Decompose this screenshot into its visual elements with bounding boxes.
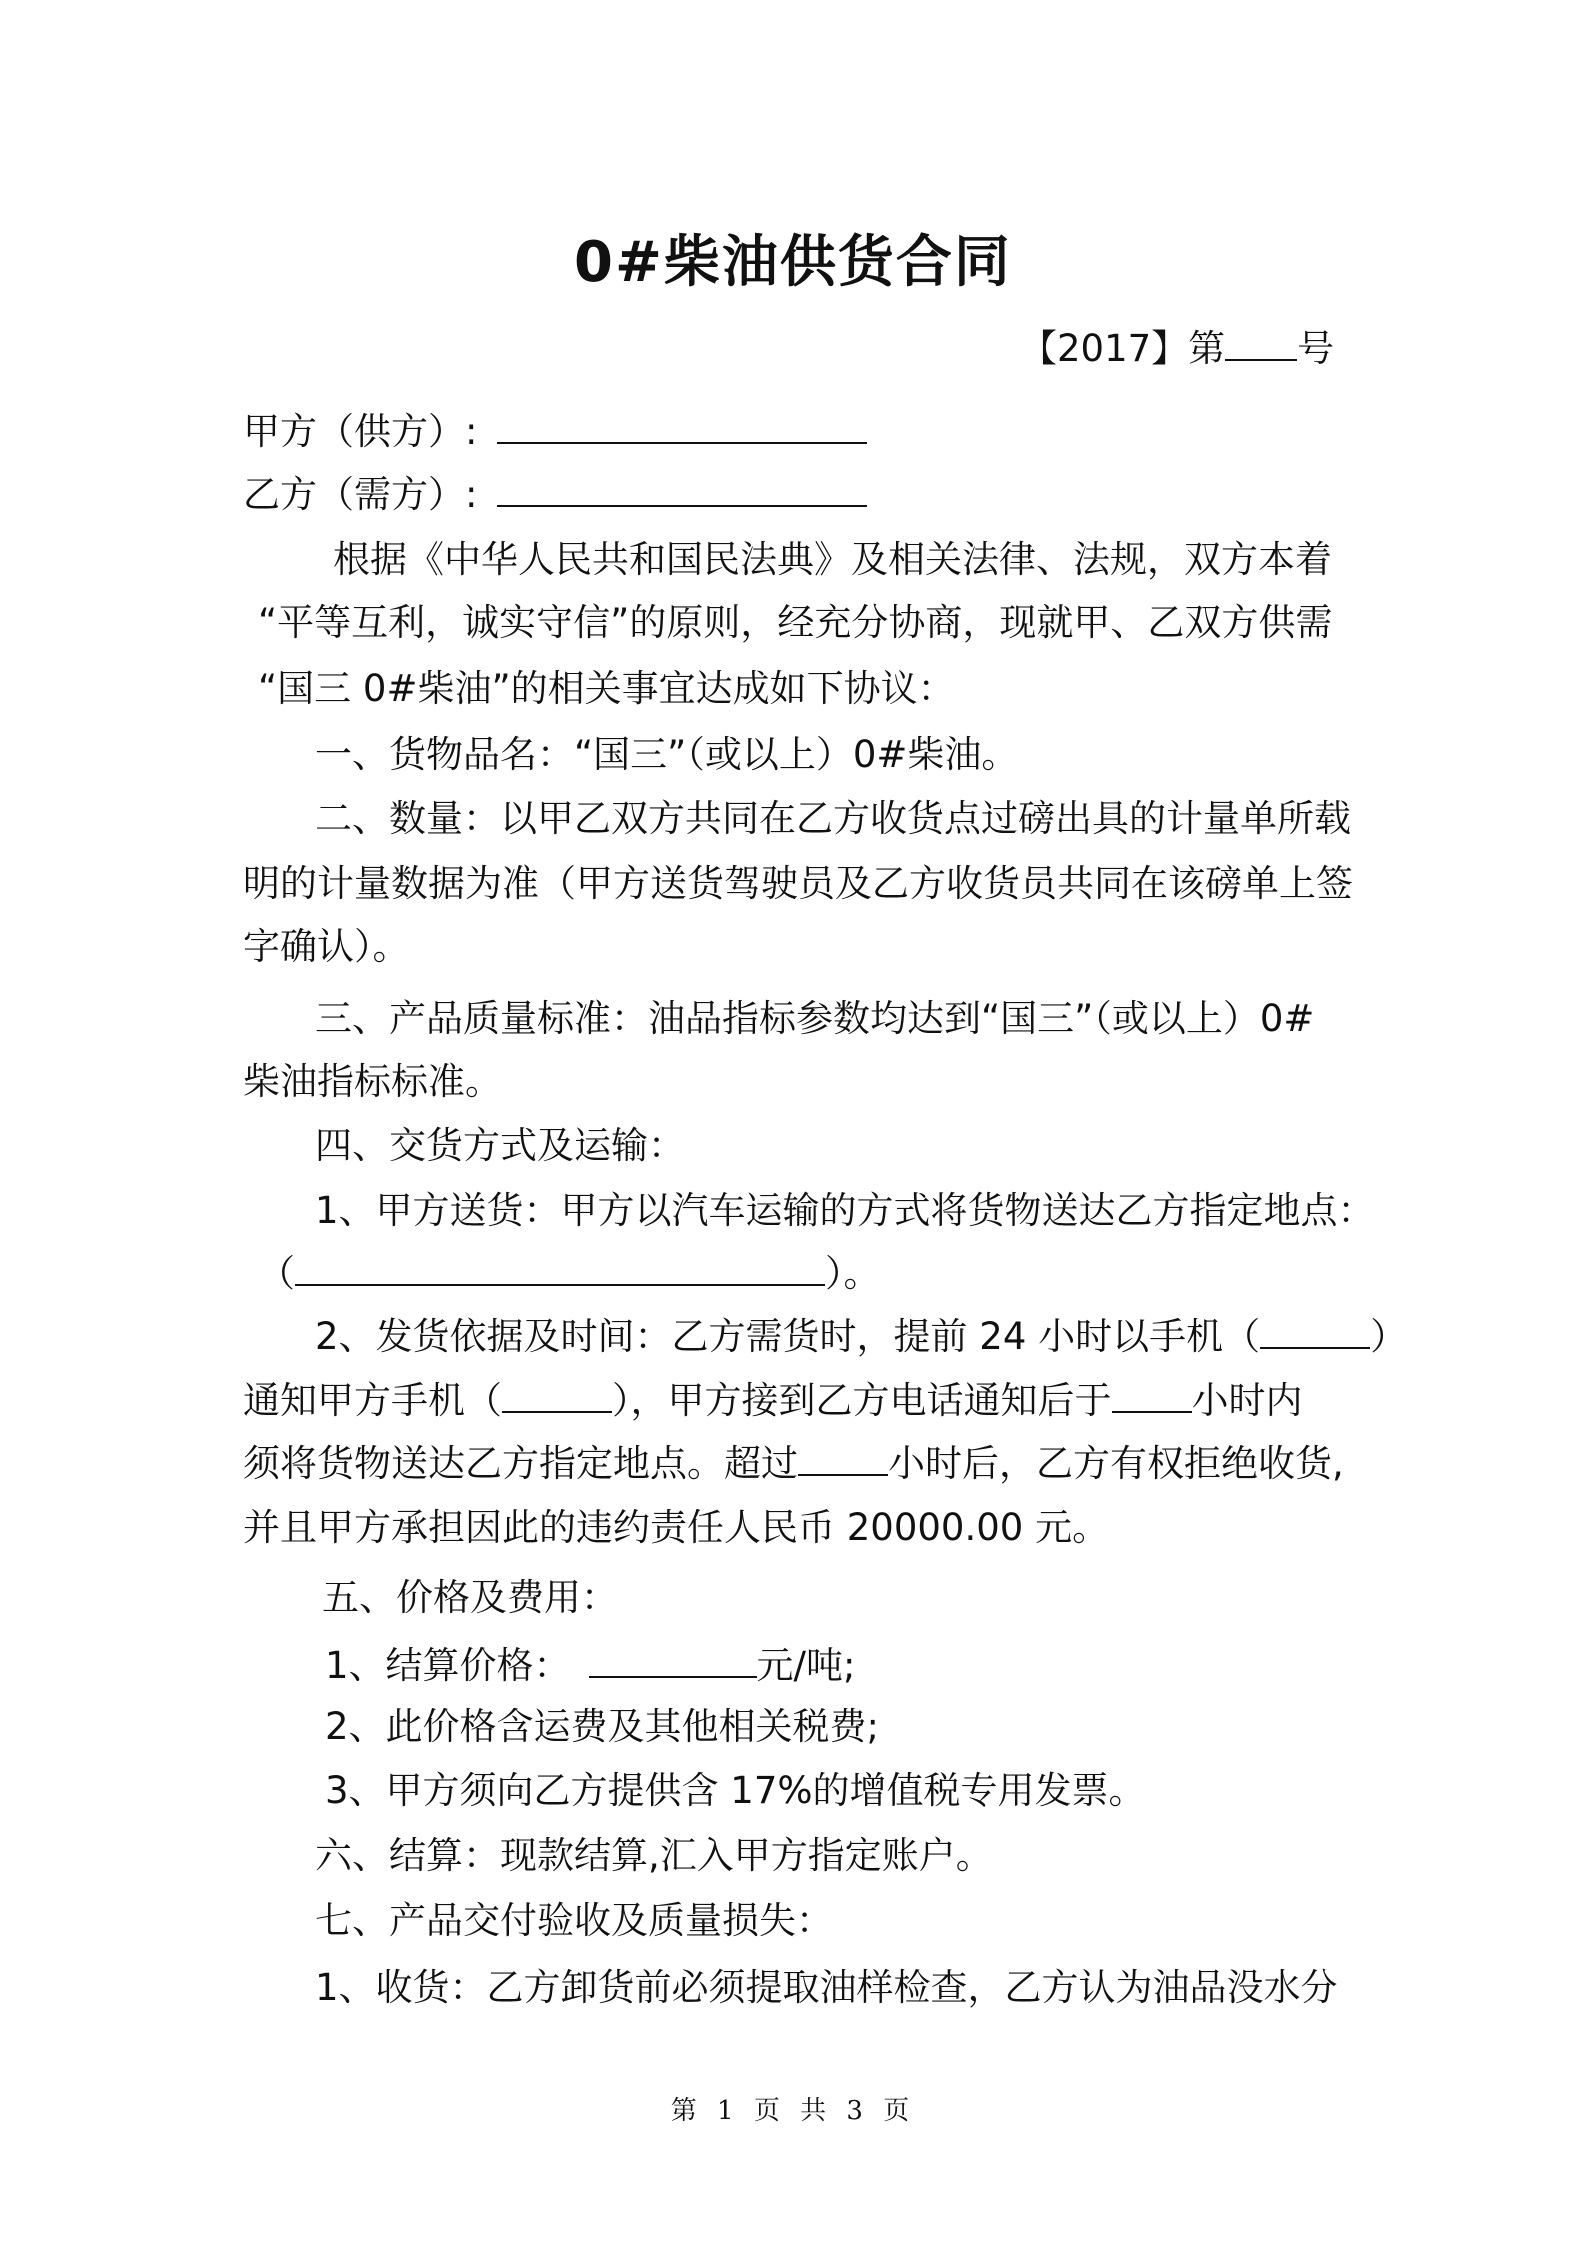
preamble-line-2: “平等互利，诚实守信”的原则，经充分协商，现就甲、乙双方供需 (258, 601, 1333, 644)
clause-4-2-text-f: 须将货物送达乙方指定地点。超过 (243, 1442, 798, 1485)
clause-7-1: 1、收货：乙方卸货前必须提取油样检查，乙方认为油品没水分 (315, 1966, 1338, 2009)
contract-number-blank (1225, 358, 1297, 361)
page-footer: 第 1 页 共 3 页 (670, 2096, 916, 2126)
clause-4-1: 1、甲方送货：甲方以汽车运输的方式将货物送达乙方指定地点： (315, 1189, 1375, 1232)
party-b-label: 乙方（需方）: (243, 473, 478, 516)
settlement-price-blank (589, 1675, 757, 1678)
clause-3-line-1: 三、产品质量标准：油品指标参数均达到“国三”（或以上）0# (315, 997, 1315, 1040)
address-close-paren: ）。 (825, 1252, 881, 1295)
party-a-phone-blank (502, 1410, 612, 1413)
clause-4-2-text-c: 通知甲方手机（ (243, 1379, 502, 1422)
contract-number-suffix: 号 (1297, 327, 1335, 370)
party-a-label: 甲方（供方）: (243, 410, 478, 453)
contract-number-prefix: 【2017】第 (1020, 327, 1226, 370)
clause-7: 七、产品交付验收及质量损失： (315, 1899, 833, 1942)
address-blank (295, 1283, 825, 1286)
preamble-line-3: “国三 0#柴油”的相关事宜达成如下协议： (258, 667, 955, 710)
clause-5: 五、价格及费用： (322, 1576, 618, 1619)
clause-2-line-1: 二、数量：以甲乙双方共同在乙方收货点过磅出具的计量单所载 (315, 797, 1351, 840)
party-a-line (243, 410, 867, 454)
settlement-price-unit: 元/吨; (756, 1644, 856, 1687)
clause-6: 六、结算：现款结算,汇入甲方指定账户。 (315, 1834, 993, 1877)
clause-4-2-text-g: 小时后，乙方有权拒绝收货, (888, 1442, 1344, 1485)
contract-number (1020, 327, 1334, 371)
clause-4-2-text-d: ），甲方接到乙方电话通知后于 (612, 1379, 1112, 1422)
overdue-hours-blank (798, 1473, 888, 1476)
clause-4-2-line-1 (315, 1315, 1407, 1359)
party-b-line (243, 473, 867, 517)
settlement-price-label: 1、结算价格： (325, 1644, 571, 1687)
clause-5-3: 3、甲方须向乙方提供含 17%的增值税专用发票。 (325, 1769, 1146, 1812)
clause-2-line-3: 字确认）。 (243, 925, 410, 968)
clause-4-2-text-e: 小时内 (1191, 1379, 1303, 1422)
party-b-phone-blank (1260, 1346, 1370, 1349)
address-open-paren: （ (258, 1252, 295, 1295)
clause-4-1-address-line (258, 1252, 881, 1296)
clause-2-line-2: 明的计量数据为准（甲方送货驾驶员及乙方收货员共同在该磅单上签 (243, 862, 1353, 905)
clause-5-1 (325, 1644, 855, 1688)
document-title: 0#柴油供货合同 (574, 230, 1012, 295)
party-a-blank (497, 441, 867, 444)
clause-4: 四、交货方式及运输： (315, 1124, 685, 1167)
clause-4-2-text-a: 2、发货依据及时间：乙方需货时，提前 24 小时以手机（ (315, 1315, 1261, 1358)
clause-4-2-line-2 (243, 1379, 1303, 1423)
delivery-hours-blank (1112, 1410, 1192, 1413)
preamble-line-1: 根据《中华人民共和国民法典》及相关法律、法规，双方本着 (333, 538, 1332, 581)
clause-3-line-2: 柴油指标标准。 (243, 1060, 502, 1103)
clause-4-2-line-3 (243, 1442, 1344, 1486)
party-b-blank (497, 504, 867, 507)
clause-1: 一、货物品名：“国三”（或以上）0#柴油。 (315, 733, 1019, 776)
clause-4-2-line-4: 并且甲方承担因此的违约责任人民币 20000.00 元。 (243, 1506, 1110, 1549)
clause-5-2: 2、此价格含运费及其他相关税费; (325, 1705, 880, 1748)
clause-4-2-text-b: ） (1370, 1315, 1408, 1358)
